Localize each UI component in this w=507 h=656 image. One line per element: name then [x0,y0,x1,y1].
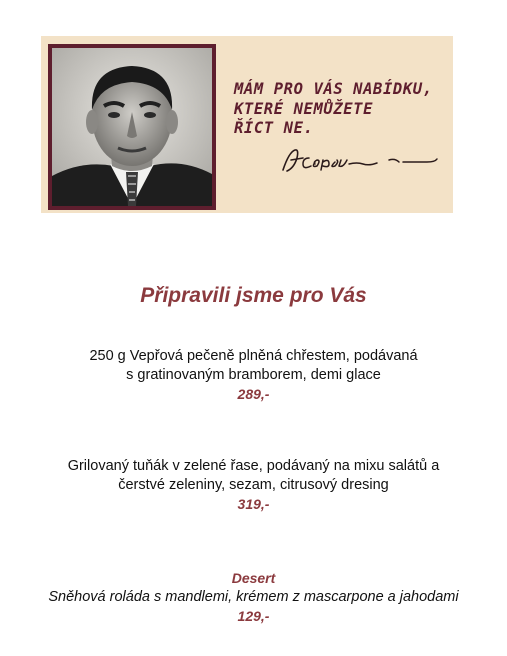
dish-price: 289,- [237,386,270,402]
dish-description: 250 g Vepřová pečeně plněná chřestem, podávaná [89,348,418,364]
dessert-description: Sněhová roláda s mandlemi, krémem z mascarpone a jahodami [48,589,459,605]
dish-description: s gratinovaným bramborem, demi glace [126,367,381,383]
quote-line: MÁM PRO VÁS NABÍDKU, [234,80,433,98]
dish-description: čerstvé zeleniny, sezam, citrusový dresing [118,477,389,493]
dish-price: 319,- [237,496,270,512]
dish-description: Grilovaný tuňák v zelené řase, podávaný na mixu salátů a [67,458,440,474]
dish-item [0,457,507,514]
menu-title: Připravili jsme pro Vás [140,284,367,307]
portrait-frame [48,44,216,210]
banner-quote [234,80,449,139]
header-banner [41,36,453,213]
quote-line: KTERÉ NEMŮŽETE [234,99,374,118]
dessert-heading: Desert [231,570,276,586]
dessert-item [0,569,507,626]
dessert-price: 129,- [237,608,270,624]
dish-item [0,347,507,404]
handwritten-signature [277,144,445,181]
portrait-illustration [52,48,212,206]
portrait-photo [52,48,212,206]
quote-line: ŘÍCT NE. [234,119,314,137]
